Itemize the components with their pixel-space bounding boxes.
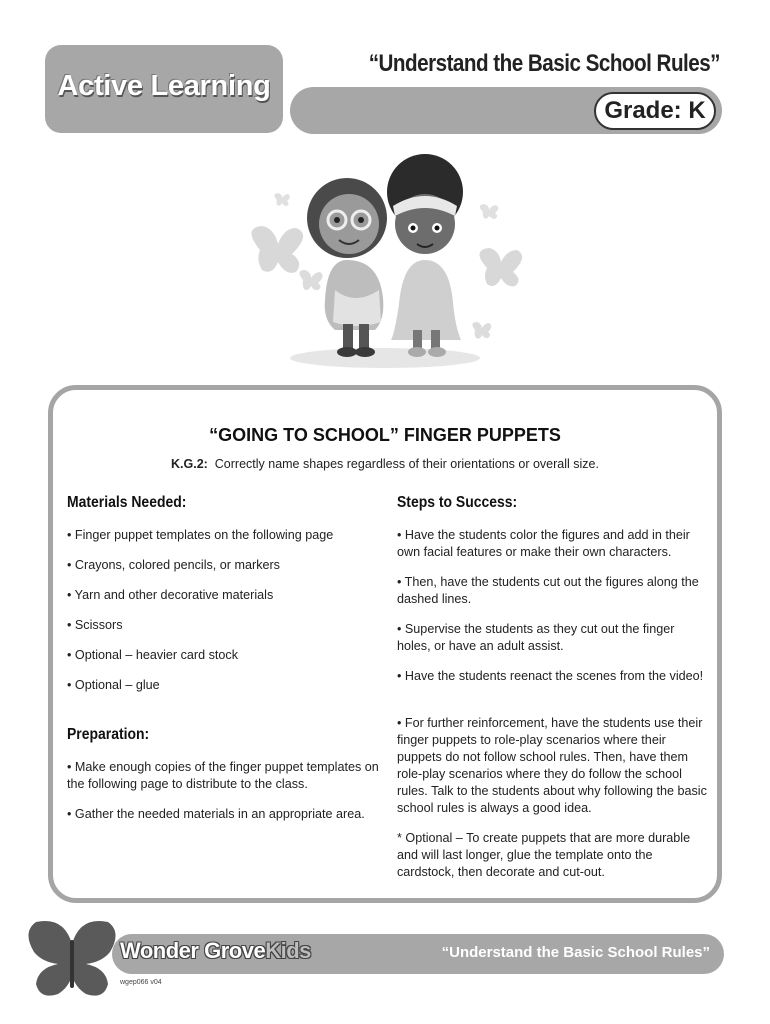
- list-item: • Optional – glue: [67, 678, 160, 692]
- badge-label: Active Learning: [57, 70, 271, 102]
- list-item: • Make enough copies of the finger puppet templates on the following page to distribute to the class.: [67, 760, 379, 791]
- steps-heading: Steps to Success:: [397, 494, 518, 511]
- kids-illustration: [235, 140, 535, 372]
- version-code: wgep066 v04: [120, 979, 162, 986]
- list-item: • For further reinforcement, have the students use their finger puppets to role-play scenarios where their puppets do not follow school rules. Then, have them role-play scenarios where they do follow the school rules. Talk to the students about why following the basic school rules is always a good idea.: [397, 716, 707, 815]
- list-item: • Crayons, colored pencils, or markers: [67, 558, 280, 572]
- lesson-title: “Understand the Basic School Rules”: [368, 50, 720, 77]
- butterfly-logo-icon: [26, 914, 118, 1002]
- standard-line: [48, 457, 722, 471]
- wonder-grove-kids-logo: [120, 938, 311, 964]
- list-item: • Scissors: [67, 618, 123, 632]
- girl-with-glasses: [307, 178, 387, 357]
- butterfly-icon: [480, 204, 499, 219]
- standard-text: Correctly name shapes regardless of their orientations or overall size.: [214, 457, 599, 471]
- list-item: • Yarn and other decorative materials: [67, 588, 274, 602]
- list-item: • Have the students color the figures and add in their own facial features or make their own characters.: [397, 528, 690, 559]
- butterfly-icon: [472, 322, 491, 339]
- list-item: • Gather the needed materials in an appropriate area.: [67, 807, 365, 821]
- butterfly-icon: [299, 270, 322, 290]
- logo-kids: Kids: [265, 938, 311, 963]
- standard-code: K.G.2:: [171, 457, 208, 471]
- preparation-heading: Preparation:: [67, 726, 150, 743]
- footer-title: “Understand the Basic School Rules”: [441, 944, 710, 961]
- materials-heading: Materials Needed:: [67, 494, 187, 511]
- grade-label: Grade: K: [594, 92, 716, 130]
- list-item: • Optional – heavier card stock: [67, 648, 239, 662]
- butterfly-icon: [251, 226, 303, 273]
- list-item: • Supervise the students as they cut out the finger holes, or have an adult assist.: [397, 622, 675, 653]
- activity-title: “GOING TO SCHOOL” FINGER PUPPETS: [209, 425, 561, 445]
- list-item: • Have the students reenact the scenes from the video!: [397, 669, 704, 683]
- girl-with-headband: [387, 154, 463, 357]
- butterfly-icon: [274, 193, 290, 206]
- list-item: • Finger puppet templates on the following page: [67, 528, 334, 542]
- list-item: • Then, have the students cut out the figures along the dashed lines.: [397, 575, 699, 606]
- butterfly-icon: [479, 248, 522, 286]
- logo-main: Wonder Grove: [120, 938, 266, 963]
- list-item: * Optional – To create puppets that are more durable and will last longer, glue the template onto the cardstock, then decorate and cut-out.: [397, 831, 691, 879]
